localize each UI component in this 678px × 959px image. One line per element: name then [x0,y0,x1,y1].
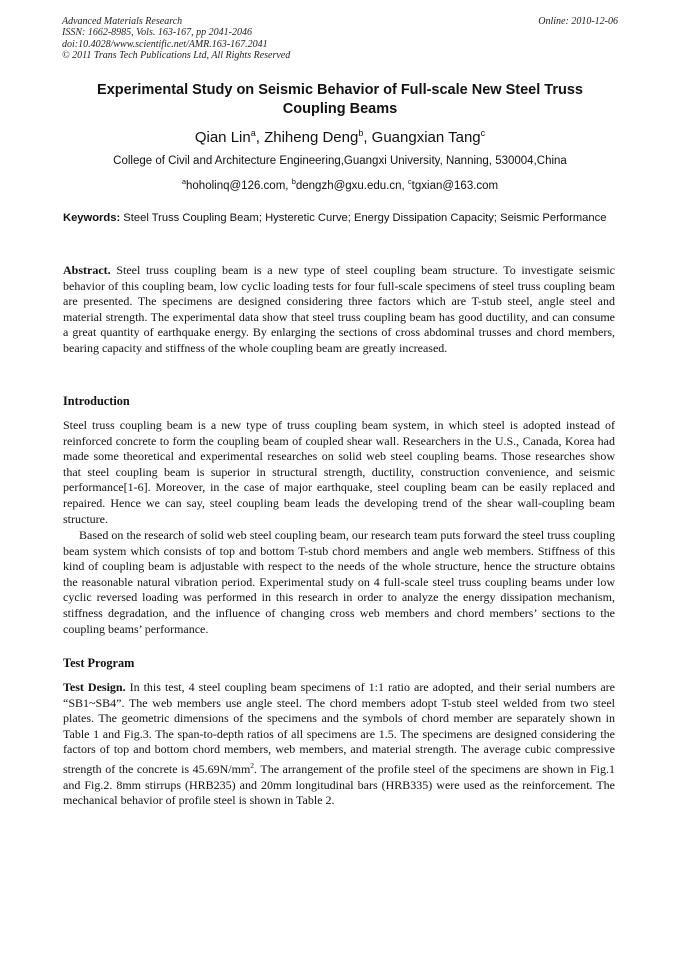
introduction-paragraph-2: Based on the research of solid web steel coupling beam, our research team puts forward the steel truss coupling beam system which consists of top and bottom T-stub chord members and angle web members. Stiffness of this kind of coupling beam is adjustable with respect to the needs of the whole structure, hence the structure obtains the reasonable natural vibration period. Experimental study on 4 full-scale steel truss coupling beams under low cyclic reversed loading was performed in this research in order to analyze the energy dissipation mechanism, stiffness degradation, and the influence of changing cross web members and chord members’ sections to the coupling beams’ performance. [63,528,615,636]
keywords [63,211,615,227]
journal-name: Advanced Materials Research [62,16,183,27]
email-list [62,177,618,192]
superscript-2: 2 [250,760,255,770]
test-design-paragraph: Test Design. In this test, 4 steel coupling beam specimens of 1:1 ratio are adopted, and their serial numbers are “SB1~SB4”. The web members use angle steel. The chord members adopt T-stub steel welded from two steel plates. The geometric dimensions of the specimens and the symbols of chord member are separately shown in Table 1 and Fig.3. The span-to-depth ratios of all specimens are 1.5. The specimens are designed considering the factors of top and bottom chord members, web members, and material strength. The average cubic compressive strength of the concrete is $45.69N/mm^2$. The arrangement of the profile steel of the specimens are shown in Fig.1 and Fig.2. 8mm stirrups (HRB235) and 20mm longitudinal bars (HRB335) were used as the reinforcement. The mechanical behavior of profile steel is shown in Table 2. [63,680,615,808]
affiliation: College of Civil and Architecture Engineering,Guangxi University, Nanning, 530004,China [113,155,567,167]
title-line-1: Experimental Study on Seismic Behavior of Full-scale New Steel Truss [97,82,583,98]
email-3: $^c$tgxian@163.com [407,177,499,192]
author-3: Guangxian Tang$^c$ [371,128,486,146]
email-1: $^a$hoholinq@126.com, [181,177,292,192]
issn-line: ISSN: 1662-8985, Vols. 163-167, pp 2041-2046 [62,27,252,39]
abstract [63,263,615,357]
journal-header [62,16,618,61]
doi-line: doi:10.4028/www.scientific.net/AMR.163-167.2041 [62,38,268,50]
copyright-line: © 2011 Trans Tech Publications Ltd, All Rights Reserved [62,49,291,61]
introduction-heading: Introduction [63,394,130,408]
abstract-text: Steel truss coupling beam is a new type of steel coupling beam structure. To investigate seismic behavior of this coupling beam, low cyclic loading tests for four full-scale specimens of steel truss coupling beam are presented. The specimens are designed considering three factors which are T-stub steel, angle steel and material strength. The experimental data show that steel truss coupling beam has good ductility, and can consume a great quantity of earthquake energy. By enlarging the sections of cross abdominal trusses and chord members, bearing capacity and stiffness of the whole coupling beam are greatly increased. [63,263,615,355]
author-list [62,128,618,146]
online-date: Online: 2010-12-06 [538,16,618,27]
introduction-paragraph-1: Steel truss coupling beam is a new type of truss coupling beam system, in which steel is adopted instead of reinforced concrete to form the coupling beam of coupled shear wall. Researchers in the U.S., Canada, Korea had made some theoretical and experimental researches on solid web steel coupling beams. Those researches show that steel coupling beam is superior in structural strength, ductility, construction convenience, and seismic performance[1-6]. Moreover, in the case of major earthquake, steel coupling beam can be easily replaced and repaired. Hence we can say, steel coupling beam leads the developing trend of the shear wall-coupling beam structure. [63,418,615,526]
test-design-label: Test Design. [63,680,126,694]
author-2: Zhiheng Deng$^b$, [264,128,372,146]
paper-title [62,81,618,119]
keywords-label: Keywords: [63,212,121,224]
keywords-text: Steel Truss Coupling Beam; Hysteretic Curve; Energy Dissipation Capacity; Seismic Performance [120,212,607,224]
title-line-2: Coupling Beams [282,101,398,117]
abstract-label: Abstract. [63,263,111,277]
author-1: Qian Lin$^a$, [194,128,265,146]
test-program-heading: Test Program [63,656,135,670]
email-2: $^b$dengzh@gxu.edu.cn, [291,177,408,192]
